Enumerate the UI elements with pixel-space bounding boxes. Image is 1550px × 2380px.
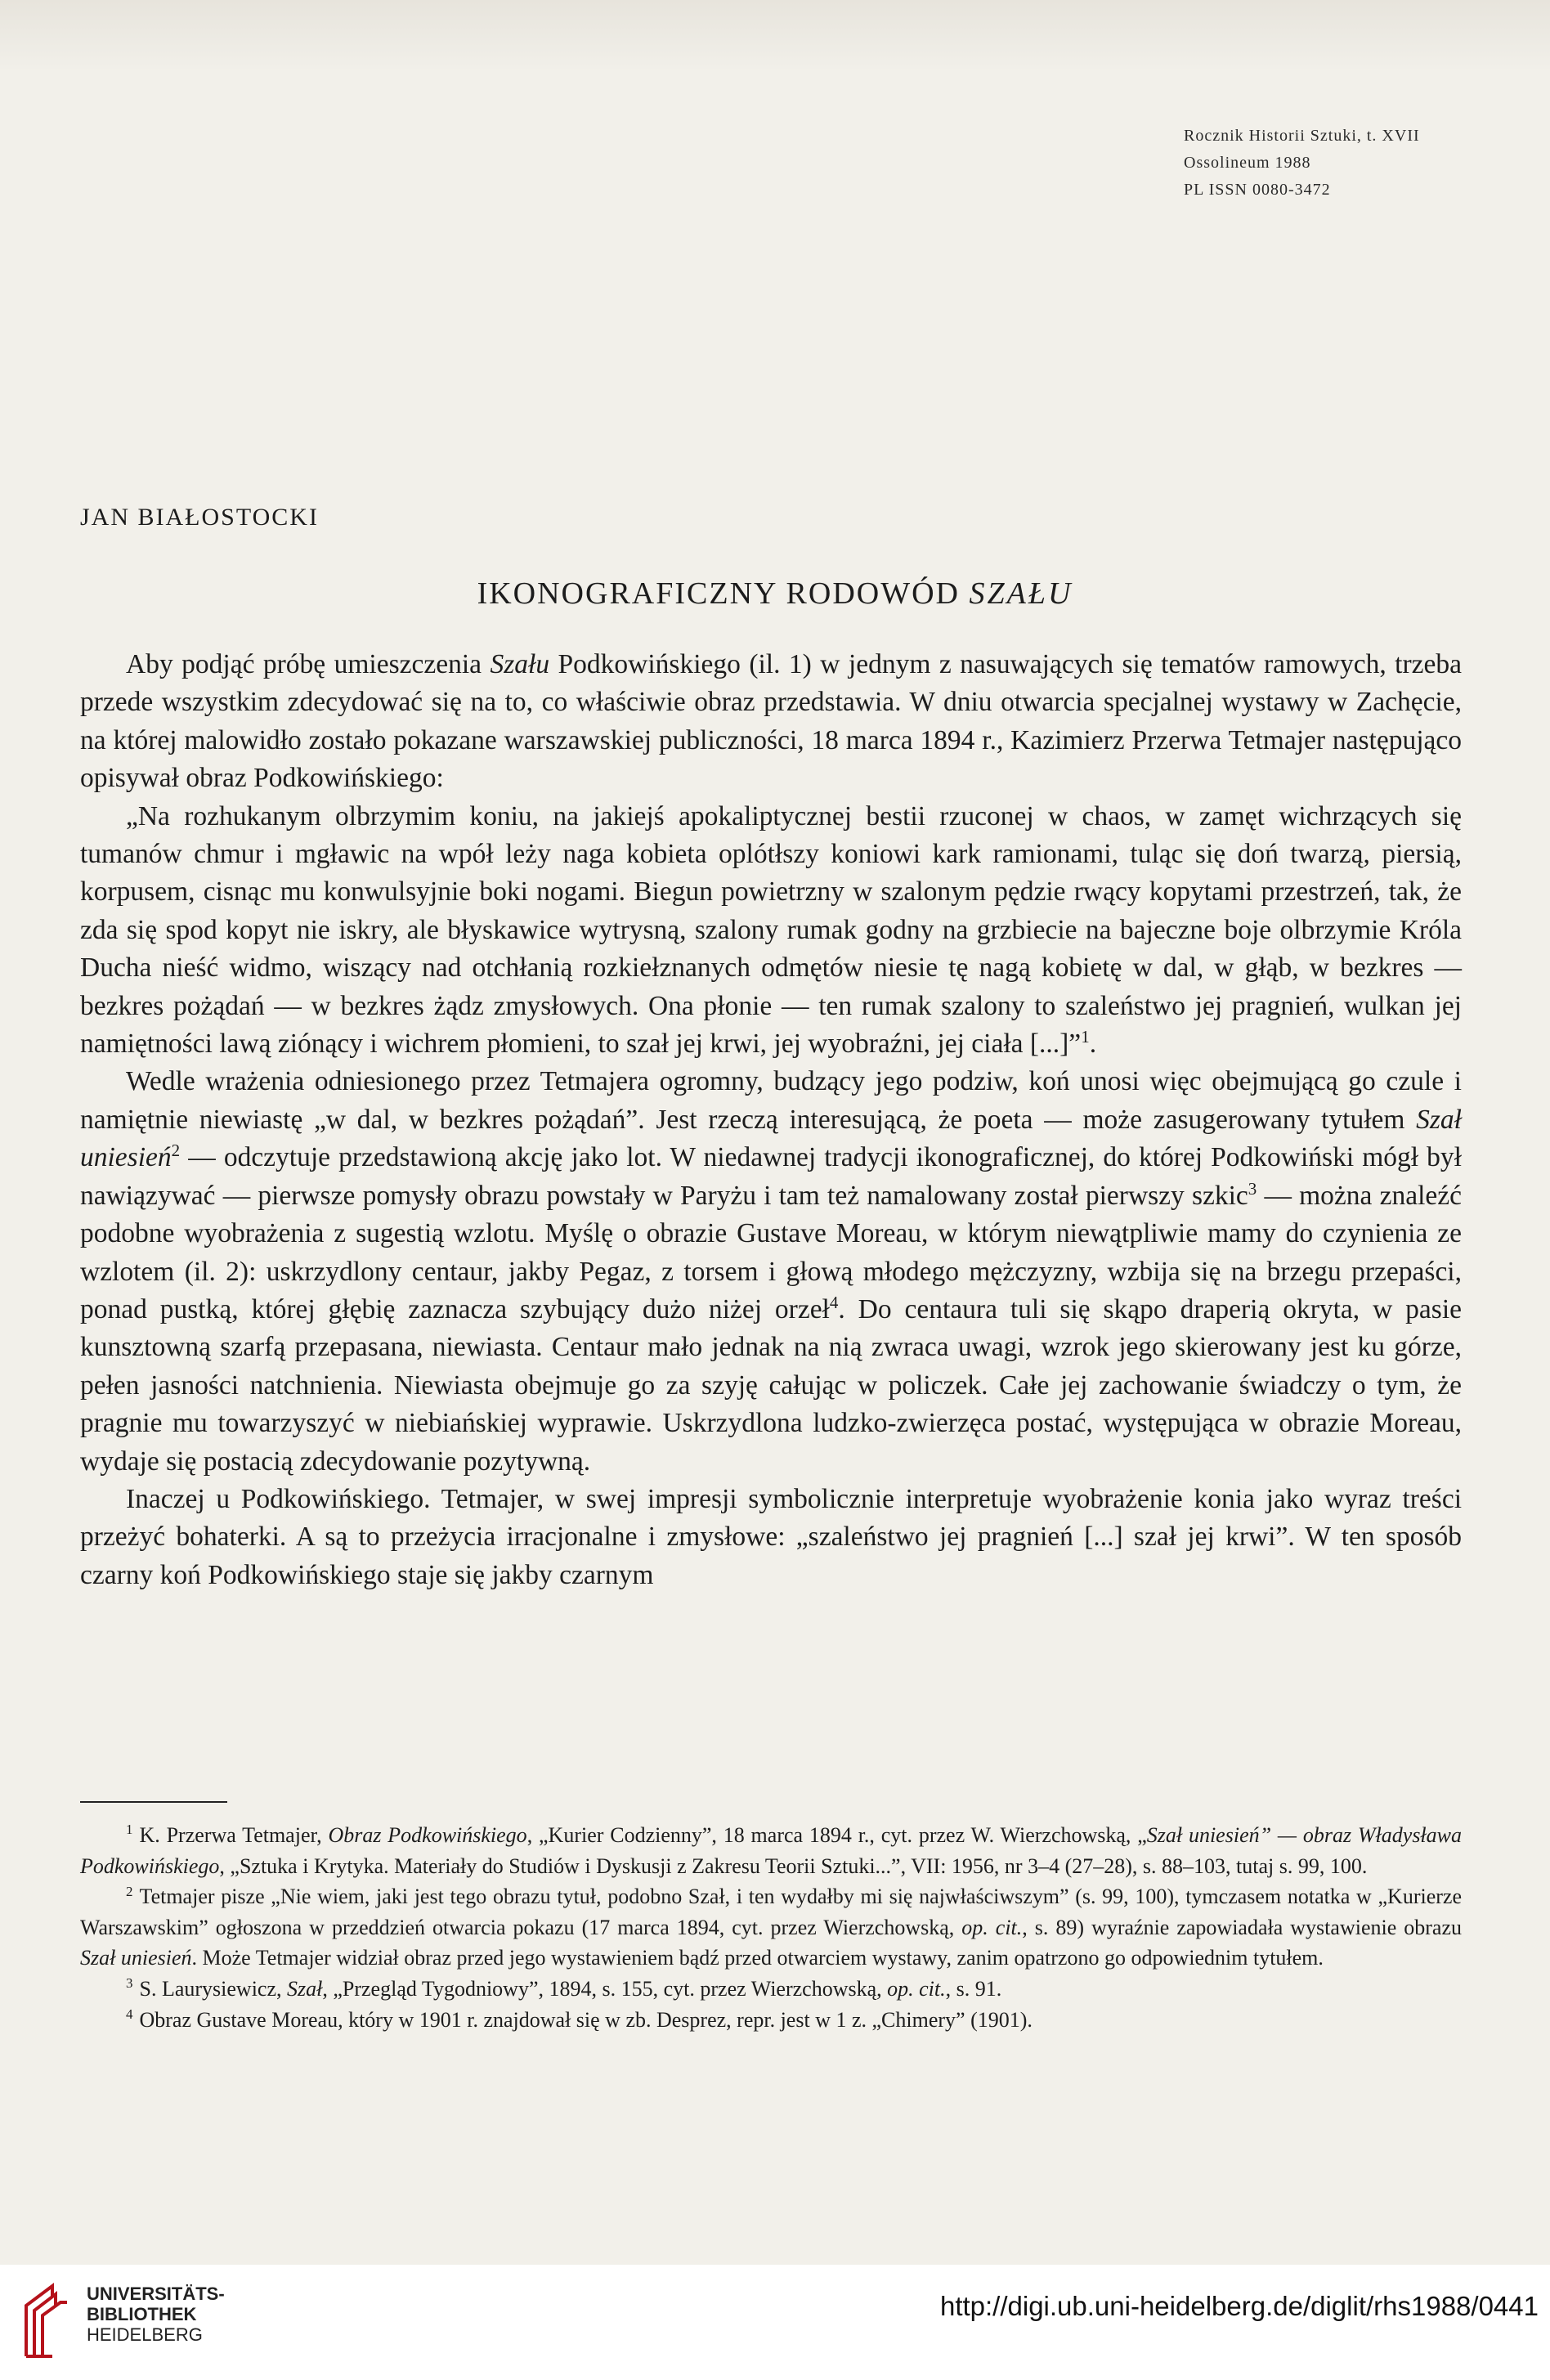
text-run: — można znaleźć podobne wyobrażenia z sugestią wzlotu. Myślę o obrazie Gustave Moreau, w którym niewątpliwie mamy do czynienia ze wzlotem (il. 2): uskrzydlony centaur, jakby Pegaz, z torsem i głową młodego mężczyzny, wzbija się na brzegu przepaści, ponad pustką, której głębię zaznacza szybujący dużo niżej orzeł [80, 1180, 1462, 1324]
text-run: K. Przerwa Tetmajer, [139, 1823, 329, 1847]
paragraph-1 [80, 646, 1462, 798]
footnote-number: 4 [126, 2006, 133, 2022]
text-run: Aby podjąć próbę umieszczenia [126, 649, 491, 679]
text-run: , s. 89) wyraźnie zapowiadała wystawienie obrazu [1022, 1915, 1462, 1939]
title-main: IKONOGRAFICZNY RODOWÓD [477, 576, 970, 611]
source-url-link[interactable]: http://digi.ub.uni-heidelberg.de/diglit/rhs1988/0441 [939, 2291, 1539, 2321]
text-run: S. Laurysiewicz, [139, 1976, 288, 2001]
title-italic: SZAŁU [969, 576, 1073, 611]
journal-header [1184, 123, 1420, 204]
footnote-2 [80, 1881, 1462, 1974]
text-run: , s. 91. [945, 1976, 1002, 2001]
library-logo-icon[interactable] [20, 2281, 83, 2363]
footnote-ref-4[interactable]: 4 [829, 1292, 839, 1312]
text-run: Podkowińskiego (il. 1) w jednym z nasuwających się tematów ramowych, trzeba przede wszystkim zdecydować się na to, co właściwie obraz przedstawia. W dniu otwarcia specjalnej wystawy w Zachęcie, na której malowidło zostało pokazane warszawskiej publiczności, 18 marca 1894 r., Kazimierz Przerwa Tetmajer następująco opisywał obraz Podkowińskiego: [80, 649, 1462, 794]
text-run: — odczytuje przedstawioną akcję jako lot. W niedawnej tradycji ikonograficznej, do której Podkowiński mógł był nawiązywać — pierwsze pomysły obrazu powstały w Paryżu i tam też namalowany został pierwszy szkic [80, 1142, 1462, 1211]
text-run: . Może Tetmajer widział obraz przed jego wystawieniem bądź przed otwarciem wystawy, zanim opatrzono go odpowiednim tytułem. [191, 1946, 1324, 1970]
library-name [87, 2284, 225, 2345]
text-run: , „Przegląd Tygodniowy”, 1894, s. 155, cyt. przez Wierzchowską, [322, 1976, 888, 2001]
footnote-ref-2[interactable]: 2 [171, 1141, 181, 1161]
text-run: Tetmajer pisze „Nie wiem, jaki jest tego obrazu tytuł, podobno Szał, i ten wydałby mi się najwłaściwszym” (s. 99, 100), tymczasem notatka w „Kurierze Warszawskim” ogłoszona w przeddzień otwarcia pokazu (17 marca 1894, cyt. przez Wierzchowską, [80, 1885, 1462, 1939]
text-run: „Na rozhukanym olbrzymim koniu, na jakiejś apokaliptycznej bestii rzuconej w chaos, w zamęt wichrzących się tumanów chmur i mgławic na wpół leży naga kobieta oplótłszy koniowi kark ramionami, tuląc się doń twarzą, piersią, korpusem, cisnąc mu konwulsyjnie boki nogami. Biegun powietrzny w szalonym pędzie rwący kopytami przestrzeń, tak, że zda się spod kopyt nie iskry, ale błyskawice wytrysną, szalony rumak godny na grzbiecie na bajeczne boje olbrzymie Króla Ducha nieść widmo, wiszący nad otchłanią rozkiełznanych odmętów niesie tę nagą kobietę w dal, w głąb, w bezkres — bezkres pożądań — w bezkres żądz zmysłowych. Ona płonie — ten rumak szalony to szaleństwo jej pragnień, wulkan jej namiętności lawą ziónący i wichrem płomieni, to szał jej krwi, jej wyobraźni, jej ciała [...]” [80, 800, 1462, 1060]
paragraph-4: Inaczej u Podkowińskiego. Tetmajer, w swej impresji symbolicznie interpretuje wyobrażenie konia jako wyraz treści przeżyć bohaterki. A są to przeżycia irracjonalne i zmysłowe: „szaleństwo jej pragnień [...] szał jej krwi”. W ten sposób czarny koń Podkowińskiego staje się jakby czarnym [80, 1483, 1462, 1590]
paragraph-3 [80, 1063, 1462, 1480]
article-title [0, 576, 1550, 612]
text-run: . Do centaura tuli się skąpo draperią okryta, w pasie kunsztowną szarfą przepasana, niewiasta. Centaur mało jednak na nią zwraca uwagi, wzrok jego skierowany jest ku górze, pełen jasności natchnienia. Niewiasta obejmuje go za szyję całując w policzek. Całe jej zachowanie świadczy o tym, że pragnie mu towarzyszyć w niebiańskiej wyprawie. Uskrzydlona ludzko-zwierzęca postać, występująca w obrazie Moreau, wydaje się postacią zdecydowanie pozytywną. [80, 1293, 1462, 1477]
italic-run: op. cit. [961, 1915, 1023, 1939]
footnote-number: 2 [126, 1883, 133, 1899]
italic-run: Szał uniesień [80, 1946, 192, 1970]
library-name-line1: UNIVERSITÄTS- [87, 2284, 225, 2304]
footnote-divider [80, 1801, 227, 1803]
italic-run: Szał uniesień [80, 1104, 1462, 1173]
journal-name: Rocznik Historii Sztuki, t. XVII [1184, 127, 1420, 145]
footnote-ref-3[interactable]: 3 [1248, 1178, 1257, 1199]
italic-run: Szał [287, 1976, 323, 2001]
italic-run: op. cit. [887, 1976, 946, 2001]
article-body [80, 646, 1462, 1594]
viewer-footer [0, 2265, 1550, 2380]
text-run: Obraz Gustave Moreau, który w 1901 r. znajdował się w zb. Desprez, repr. jest w 1 z. „Chimery” (1901). [139, 2007, 1033, 2032]
footnote-4 [80, 2005, 1462, 2036]
italic-run: Szał uniesień” — obraz Władysława Podkowińskiego [80, 1823, 1462, 1878]
paragraph-quote [80, 798, 1462, 1064]
scan-top-edge [0, 0, 1550, 74]
text-run: . [1089, 1029, 1097, 1060]
text-run: , „Kurier Codzienny”, 18 marca 1894 r., cyt. przez W. Wierzchowską, „ [526, 1823, 1147, 1847]
library-name-line3: HEIDELBERG [87, 2324, 203, 2345]
publisher-line: Ossolineum 1988 [1184, 154, 1311, 172]
footnote-ref-1[interactable]: 1 [1081, 1026, 1090, 1047]
italic-run: Szału [490, 649, 550, 679]
footnote-number: 1 [126, 1822, 133, 1838]
text-run: Wedle wrażenia odniesionego przez Tetmajera ogromny, budzący jego podziw, koń unosi więc obejmującą go czule i namiętnie niewiastę „w dal, w bezkres pożądań”. Jest rzeczą interesującą, że poeta — może zasugerowany tytułem [80, 1066, 1462, 1135]
author-name: JAN BIAŁOSTOCKI [80, 504, 319, 531]
footnote-3 [80, 1974, 1462, 2005]
footnote-1 [80, 1820, 1462, 1881]
footnotes [80, 1820, 1462, 2035]
issn-line: PL ISSN 0080-3472 [1184, 181, 1331, 199]
footnote-number: 3 [126, 1975, 133, 1992]
text-run: , „Sztuka i Krytyka. Materiały do Studiów i Dyskusji z Zakresu Teorii Sztuki...”, VII: 1956, nr 3–4 (27–28), s. 88–103, tutaj s. 99, 100. [219, 1853, 1368, 1878]
italic-run: Obraz Podkowińskiego [328, 1823, 527, 1847]
library-name-line2: BIBLIOTHEK [87, 2304, 197, 2324]
